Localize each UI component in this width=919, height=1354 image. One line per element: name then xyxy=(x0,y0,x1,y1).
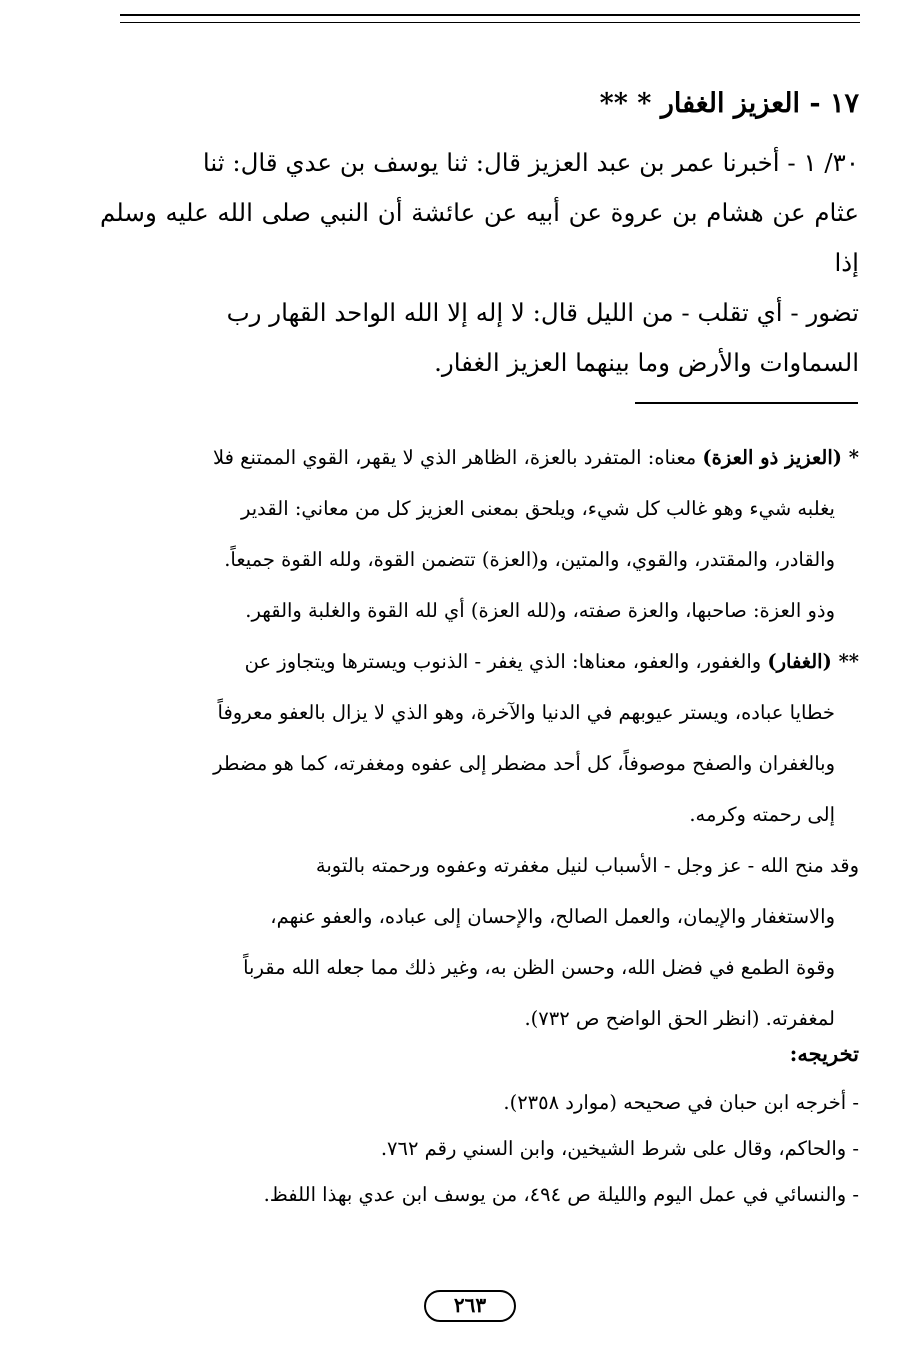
takhrij-title: تخريجه: xyxy=(789,1041,859,1066)
header-rule-thin xyxy=(120,22,860,23)
note-line: وبالغفران والصفح موصوفاً، كل أحد مضطر إلى عفوه ومغفرته، كما هو مضطر xyxy=(213,752,835,775)
takhrij-item: - أخرجه ابن حبان في صحيحه (موارد ٢٣٥٨). xyxy=(503,1091,859,1114)
takhrij-item: - والنسائي في عمل اليوم والليلة ص ٤٩٤، من يوسف ابن عدي بهذا اللفظ. xyxy=(263,1183,859,1206)
note-line: وقوة الطمع في فضل الله، وحسن الظن به، وغير ذلك مما جعله الله مقرباً xyxy=(243,956,835,979)
note-line: خطايا عباده، ويستر عيوبهم في الدنيا والآخرة، وهو الذي لا يزال بالعفو معروفاً xyxy=(217,701,835,724)
note-line: والقادر، والمقتدر، والقوي، والمتين، و(العزة) تتضمن القوة، ولله القوة جميعاً. xyxy=(224,548,835,571)
note-term: ** (الغفار) xyxy=(767,650,859,673)
page-number: ٢٦٣ xyxy=(424,1290,516,1322)
hadith-line: السماوات والأرض وما بينهما العزيز الغفار. xyxy=(434,348,859,377)
hadith-line: تضور - أي تقلب - من الليل قال: لا إله إلا الله الواحد القهار رب xyxy=(226,298,859,327)
note-line: لمغفرته. (انظر الحق الواضح ص ٧٣٢). xyxy=(524,1007,835,1030)
footnotes xyxy=(100,432,859,1044)
takhrij-item: - والحاكم، وقال على شرط الشيخين، وابن السني رقم ٧٦٢. xyxy=(380,1137,859,1160)
hadith-text xyxy=(100,138,859,388)
takhrij-list xyxy=(100,1080,859,1218)
note-line: * (العزيز ذو العزة) معناه: المتفرد بالعزة، الظاهر الذي لا يقهر، القوي الممتنع فلا xyxy=(212,446,859,469)
hadith-line: ٣٠/ ١ - أخبرنا عمر بن عبد العزيز قال: ثنا يوسف بن عدي قال: ثنا xyxy=(202,148,859,177)
note-line: إلى رحمته وكرمه. xyxy=(689,803,835,826)
note-line: ** (الغفار) والغفور، والعفو، معناها: الذي يغفر - الذنوب ويسترها ويتجاوز عن xyxy=(244,650,859,673)
note-term: * (العزيز ذو العزة) xyxy=(702,446,859,469)
note-line: وقد منح الله - عز وجل - الأسباب لنيل مغفرته وعفوه ورحمته بالتوبة xyxy=(315,854,859,877)
note-line: والاستغفار والإيمان، والعمل الصالح، والإحسان إلى عباده، والعفو عنهم، xyxy=(270,905,835,928)
note-line: يغلبه شيء وهو غالب كل شيء، ويلحق بمعنى العزيز كل من معاني: القدير xyxy=(240,497,835,520)
note-line: وذو العزة: صاحبها، والعزة صفته، و(لله العزة) أي لله القوة والغلبة والقهر. xyxy=(245,599,835,622)
hadith-line: عثام عن هشام بن عروة عن أبيه عن عائشة أن النبي صلى الله عليه وسلم إذا xyxy=(100,198,859,277)
footnote-separator xyxy=(635,402,858,404)
header-rule-thick xyxy=(120,14,860,16)
section-heading: ١٧ - العزيز الغفار * ** xyxy=(599,88,859,119)
